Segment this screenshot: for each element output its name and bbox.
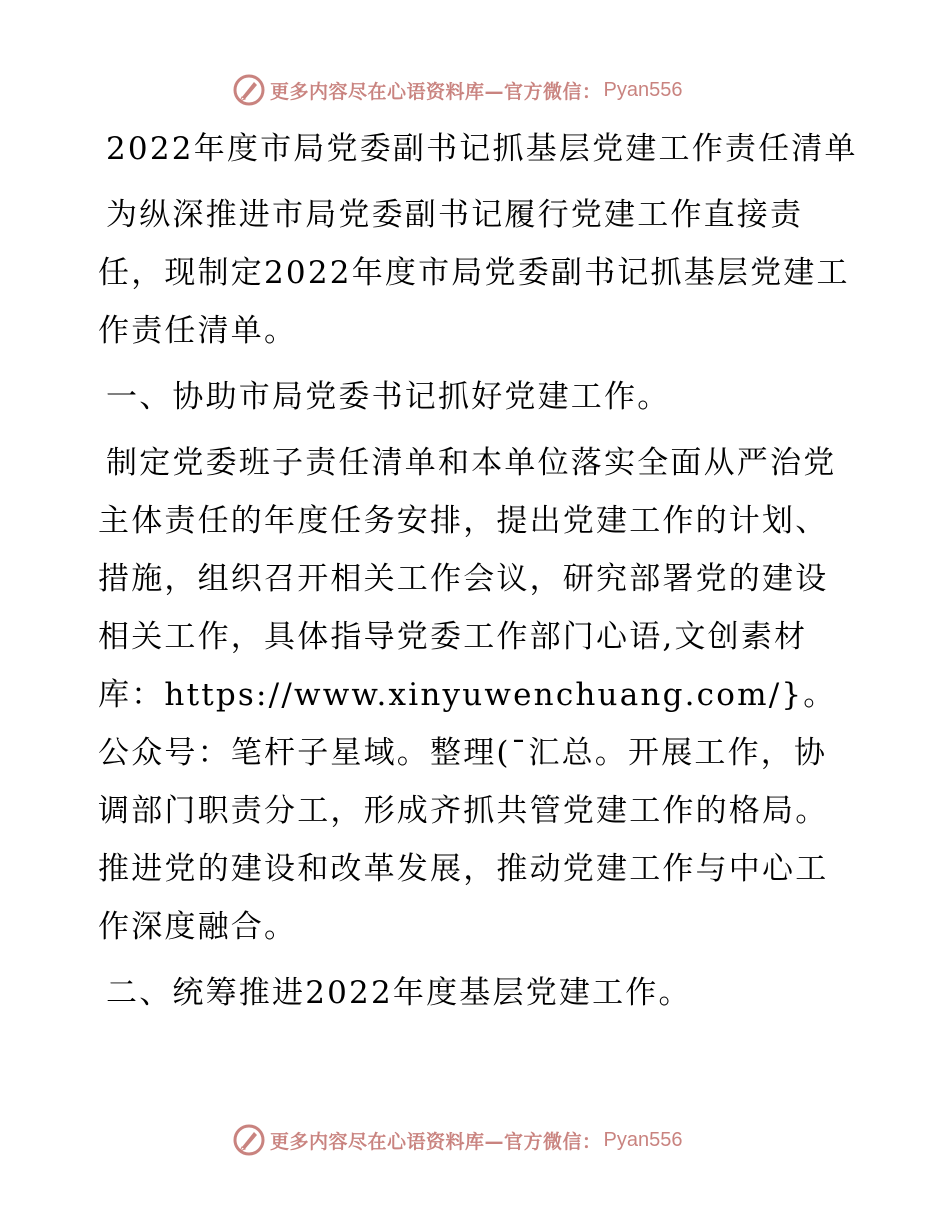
document-title: 2022年度市局党委副书记抓基层党建工作责任清单 xyxy=(106,131,858,167)
document-body xyxy=(98,120,858,1022)
section-1-body: 制定党委班子责任清单和本单位落实全面从严治党主体责任的年度任务安排，提出党建工作的计划、措施，组织召开相关工作会议，研究部署党的建设相关工作，具体指导党委工作部门心语,文创素材库：https://www.xinyuwenchuang.com/}。公众号：笔杆子星域。整理(¯汇总。开展工作，协调部门职责分工，形成齐抓共管党建工作的格局。推进党的建设和改革发展，推动党建工作与中心工作深度融合。 xyxy=(98,445,837,945)
pen-logo-icon xyxy=(232,1123,266,1157)
watermark-footer xyxy=(232,1120,682,1160)
watermark-header xyxy=(232,70,682,110)
intro-paragraph: 为纵深推进市局党委副书记履行党建工作直接责任，现制定2022年度市局党委副书记抓基层党建工作责任清单。 xyxy=(98,197,850,349)
pen-logo-icon xyxy=(232,73,266,107)
watermark-wechat-id: Pyan556 xyxy=(603,78,683,101)
watermark-wechat-id: Pyan556 xyxy=(603,1128,683,1151)
section-1-heading: 一、协助市局党委书记抓好党建工作。 xyxy=(106,379,671,415)
watermark-text: 更多内容尽在心语资料库—官方微信： xyxy=(270,1130,602,1153)
watermark-text: 更多内容尽在心语资料库—官方微信： xyxy=(270,80,602,103)
section-2-heading: 二、统筹推进2022年度基层党建工作。 xyxy=(106,975,692,1011)
